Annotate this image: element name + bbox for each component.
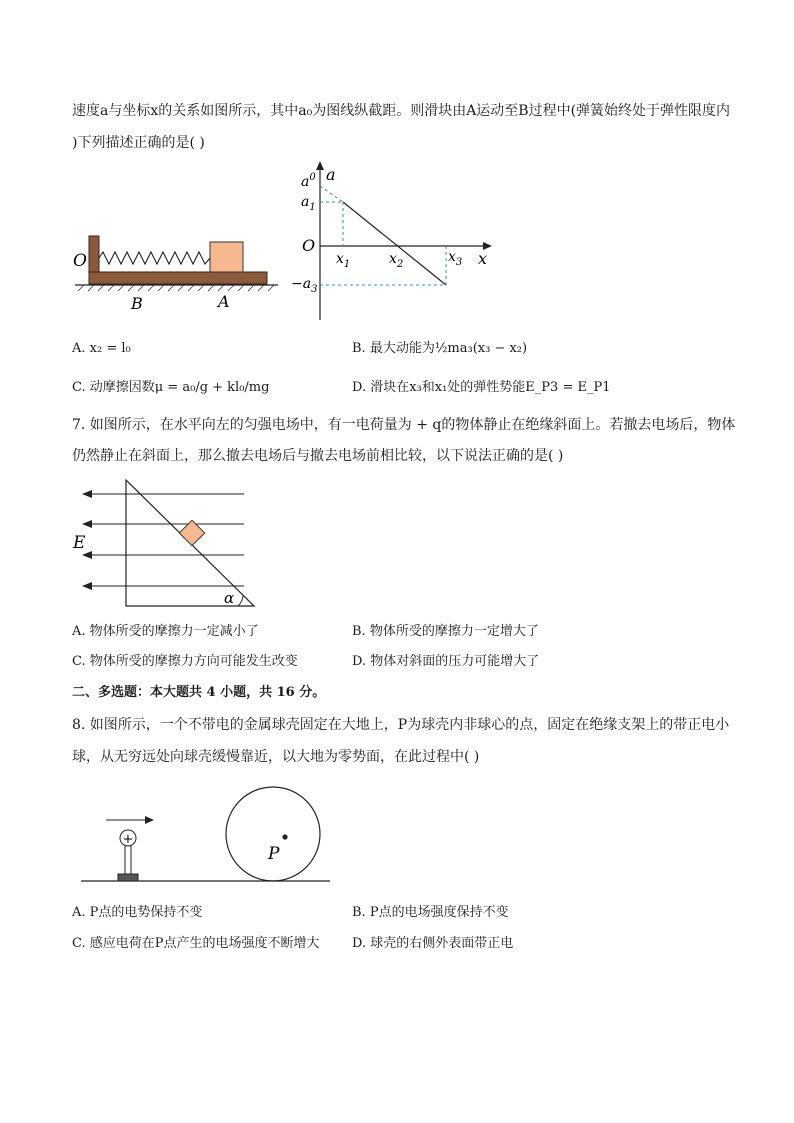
x2-label: $x_2$	[389, 251, 404, 270]
axis-a-label: a	[326, 165, 336, 184]
x3-label: $x_3$	[448, 249, 463, 268]
metal-shell	[226, 787, 320, 881]
q6-option-b[interactable]: B. 最大动能为½ma₃(x₃ − x₂)	[352, 341, 528, 356]
q8-shell-figure	[78, 785, 338, 885]
plus-sign: +	[122, 832, 134, 847]
a1-label: $a_1$	[301, 194, 316, 213]
point-P	[282, 834, 287, 839]
x1-label: $x_1$	[336, 251, 351, 270]
origin-label: O	[302, 236, 316, 255]
q7-option-b[interactable]: B. 物体所受的摩擦力一定增大了	[352, 624, 539, 639]
field-lines	[88, 494, 244, 586]
a-x-line	[343, 202, 446, 285]
q7-stem-line2: 仍然静止在斜面上，那么撤去电场后与撤去电场前相比较，以下说法正确的是( )	[72, 448, 564, 464]
stand-base	[118, 874, 138, 881]
a0-extension-dashed	[320, 186, 343, 202]
q8-option-a[interactable]: A. P点的电势保持不变	[72, 905, 203, 920]
motion-arrow-head	[145, 816, 154, 824]
q8-option-b[interactable]: B. P点的电场强度保持不变	[352, 905, 509, 920]
q8-stem-line2: 球，从无穷远处向球壳缓慢靠近，以大地为零势面，在此过程中( )	[72, 749, 480, 765]
label-A: A	[218, 292, 230, 311]
base-plank	[89, 272, 267, 284]
spring	[99, 252, 210, 264]
axis-x-label: x	[478, 249, 488, 268]
q6-ax-graph	[290, 158, 500, 326]
y-axis-arrow	[316, 161, 324, 170]
q6-stem-line1: 速度a与坐标x的关系如图所示，其中a₀为图线纵截距。则滑块由A运动至B过程中(弹簧始终处于弹性限度内	[72, 103, 731, 119]
q8-option-d[interactable]: D. 球壳的右侧外表面带正电	[352, 936, 514, 951]
label-O: O	[73, 251, 87, 271]
section-2-heading: 二、多选题：本大题共 4 小题，共 16 分。	[72, 685, 326, 700]
ground-hatching	[78, 285, 274, 291]
block	[210, 242, 243, 272]
q7-option-a[interactable]: A. 物体所受的摩擦力一定减小了	[72, 624, 259, 639]
E-label: E	[73, 533, 86, 553]
q7-option-d[interactable]: D. 物体对斜面的压力可能增大了	[352, 654, 540, 669]
q6-option-a[interactable]: A. x₂ = l₀	[72, 341, 131, 356]
label-B: B	[131, 294, 143, 313]
alpha-label: α	[224, 589, 235, 607]
a0-label: $a^0$	[301, 172, 316, 190]
q8-stem-line1: 8. 如图所示，一个不带电的金属球壳固定在大地上，P为球壳内非球心的点，固定在绝缘支架上的带正电小	[72, 717, 730, 733]
q6-stem-line2: )下列描述正确的是( )	[72, 135, 205, 151]
P-label: P	[268, 844, 280, 864]
q8-option-c[interactable]: C. 感应电荷在P点产生的电场强度不断增大	[72, 936, 320, 951]
q6-option-d[interactable]: D. 滑块在x₃和x₁处的弹性势能E_P3 = E_P1	[352, 380, 611, 395]
q6-option-c[interactable]: C. 动摩擦因数μ = a₀/g + kl₀/mg	[72, 380, 270, 395]
q7-option-c[interactable]: C. 物体所受的摩擦力方向可能发生改变	[72, 654, 298, 669]
angle-arc	[238, 595, 243, 606]
neg-a3-label: $-a_3$	[291, 276, 318, 295]
q7-stem-line1: 7. 如图所示，在水平向左的匀强电场中，有一电荷量为 + q的物体静止在绝缘斜面上。若撤去电场后，物体	[72, 417, 736, 433]
q6-spring-figure	[70, 228, 280, 313]
q7-incline-figure	[70, 472, 260, 612]
